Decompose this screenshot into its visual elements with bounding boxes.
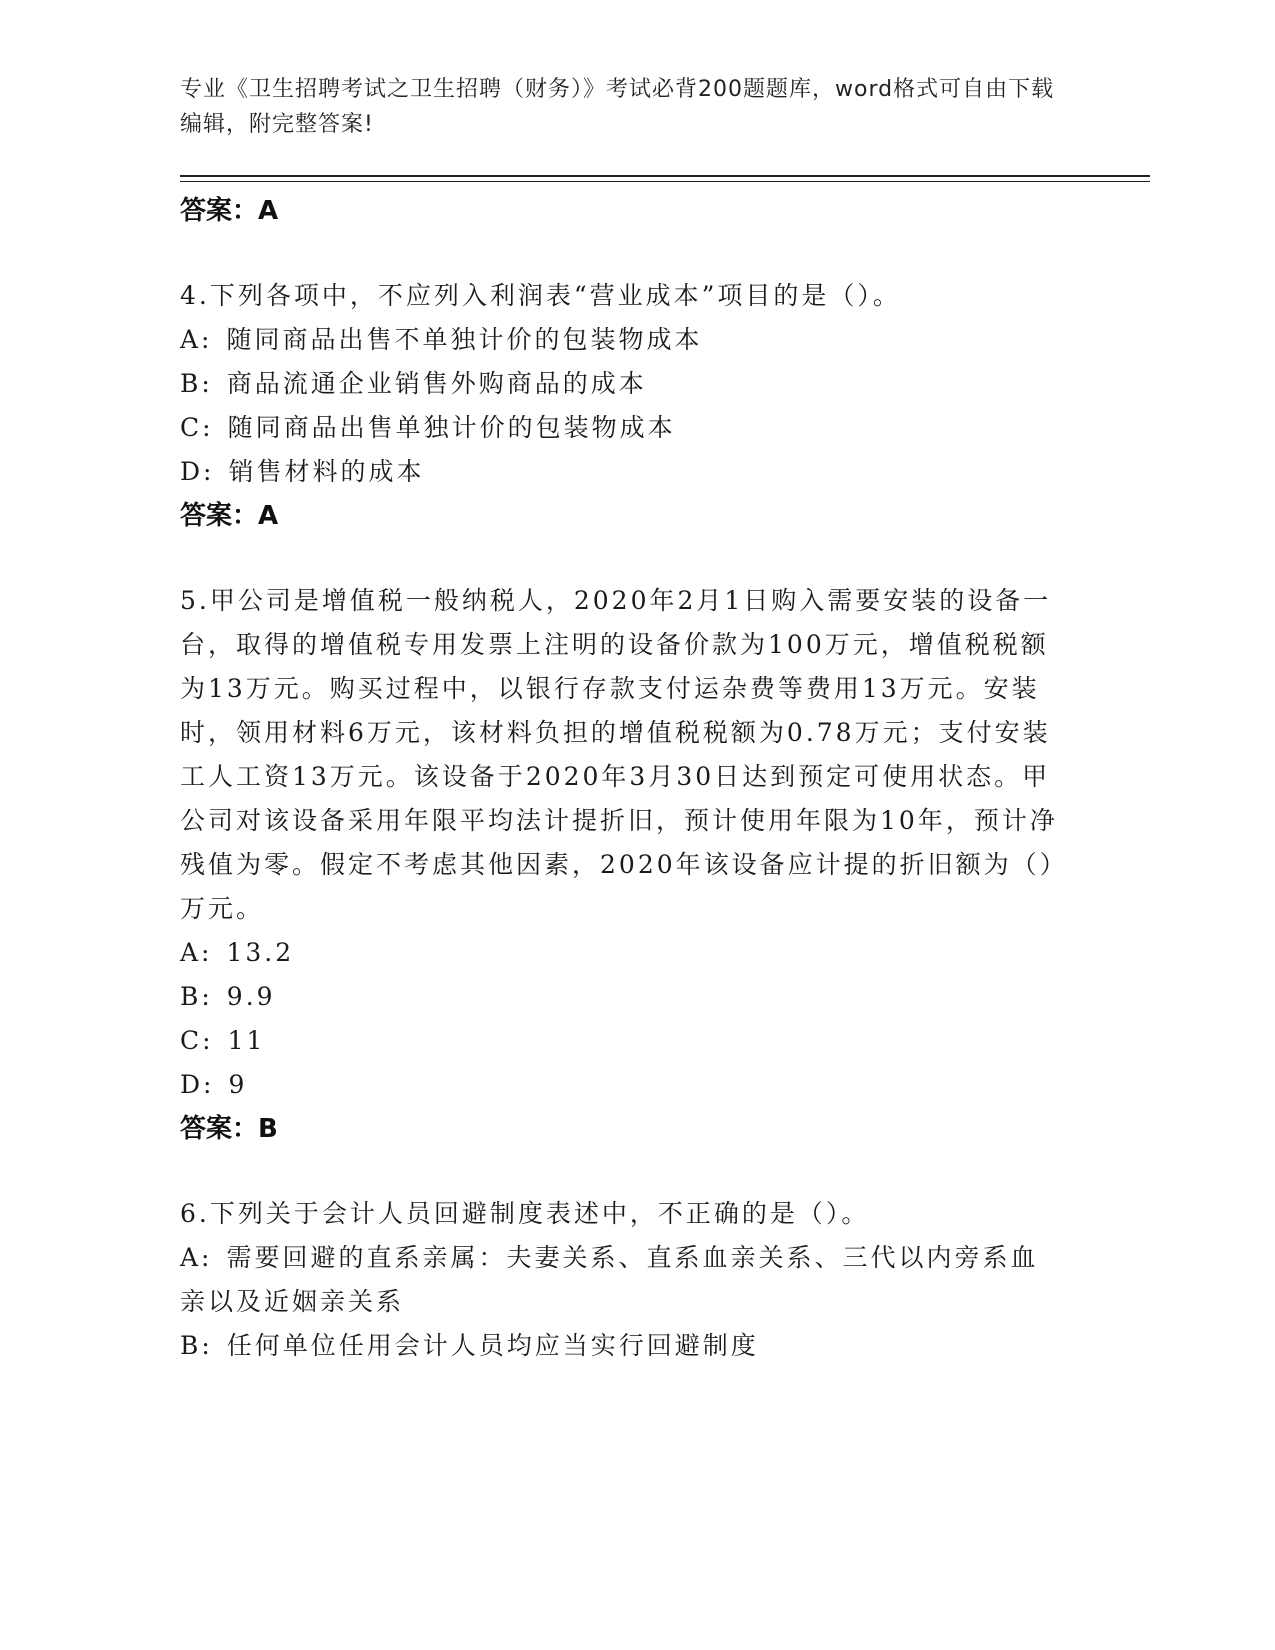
option-b[interactable] (180, 1324, 1060, 1368)
option-key: C: (180, 1026, 214, 1055)
question-stem: 5.甲公司是增值税一般纳税人，2020年2月1日购入需要安装的设备一台，取得的增值税专用发票上注明的设备价款为100万元，增值税税额为13万元。购买过程中，以银行存款支付运杂费等费用13万元。安装时，领用材料6万元，该材料负担的增值税税额为0.78万元；支付安装工人工资13万元。该设备于2020年3月30日达到预定可使用状态。甲公司对该设备采用年限平均法计提折旧，预计使用年限为10年，预计净残值为零。假定不考虑其他因素，2020年该设备应计提的折旧额为（）万元。 (180, 586, 1058, 923)
answer-line (180, 189, 1060, 233)
answer-value: B (258, 1114, 278, 1144)
option-text: 销售材料的成本 (228, 457, 425, 486)
option-text: 随同商品出售不单独计价的包装物成本 (226, 325, 703, 354)
option-a[interactable] (180, 931, 1060, 975)
answer-value: A (258, 196, 279, 226)
option-text: 商品流通企业销售外购商品的成本 (226, 369, 647, 398)
option-b[interactable] (180, 975, 1060, 1019)
header-rule-thin (180, 181, 1150, 182)
option-c[interactable] (180, 1019, 1060, 1063)
option-d[interactable] (180, 1063, 1060, 1107)
answer-label: 答案： (180, 1114, 259, 1144)
header-rule-thick (180, 175, 1150, 177)
option-text: 9.9 (226, 982, 276, 1011)
question-6 (180, 1192, 1060, 1368)
option-a[interactable] (180, 1236, 1060, 1324)
option-key: A: (180, 1243, 213, 1272)
option-text: 随同商品出售单独计价的包装物成本 (227, 413, 676, 442)
question-5 (180, 579, 1060, 1151)
answer-value: A (258, 501, 279, 531)
answer-line (180, 1107, 1060, 1151)
option-key: D: (180, 1070, 215, 1099)
option-key: B: (180, 982, 213, 1011)
answer-line (180, 494, 1060, 538)
page-header: 专业《卫生招聘考试之卫生招聘（财务）》考试必背200题题库，word格式可自由下载编辑，附完整答案! (180, 77, 1055, 137)
option-key: C: (180, 413, 214, 442)
answer-label: 答案： (180, 196, 259, 226)
option-key: B: (180, 1331, 213, 1360)
option-key: D: (180, 457, 215, 486)
question-stem: 4.下列各项中，不应列入利润表“营业成本”项目的是（）。 (180, 281, 901, 310)
option-text: 任何单位任用会计人员均应当实行回避制度 (226, 1331, 759, 1360)
question-list (180, 189, 1060, 1368)
question-stem: 6.下列关于会计人员回避制度表述中，不正确的是（）。 (180, 1199, 870, 1228)
option-text: 11 (227, 1026, 266, 1055)
option-text: 需要回避的直系亲属：夫妻关系、直系血亲关系、三代以内旁系血亲以及近姻亲关系 (180, 1243, 1039, 1316)
answer-label: 答案： (180, 501, 259, 531)
option-key: A: (180, 325, 213, 354)
question-4 (180, 274, 1060, 538)
option-c[interactable] (180, 406, 1060, 450)
option-key: A: (180, 938, 213, 967)
option-b[interactable] (180, 362, 1060, 406)
option-text: 13.2 (226, 938, 295, 967)
option-d[interactable] (180, 450, 1060, 494)
option-key: B: (180, 369, 213, 398)
option-text: 9 (228, 1070, 248, 1099)
option-a[interactable] (180, 318, 1060, 362)
